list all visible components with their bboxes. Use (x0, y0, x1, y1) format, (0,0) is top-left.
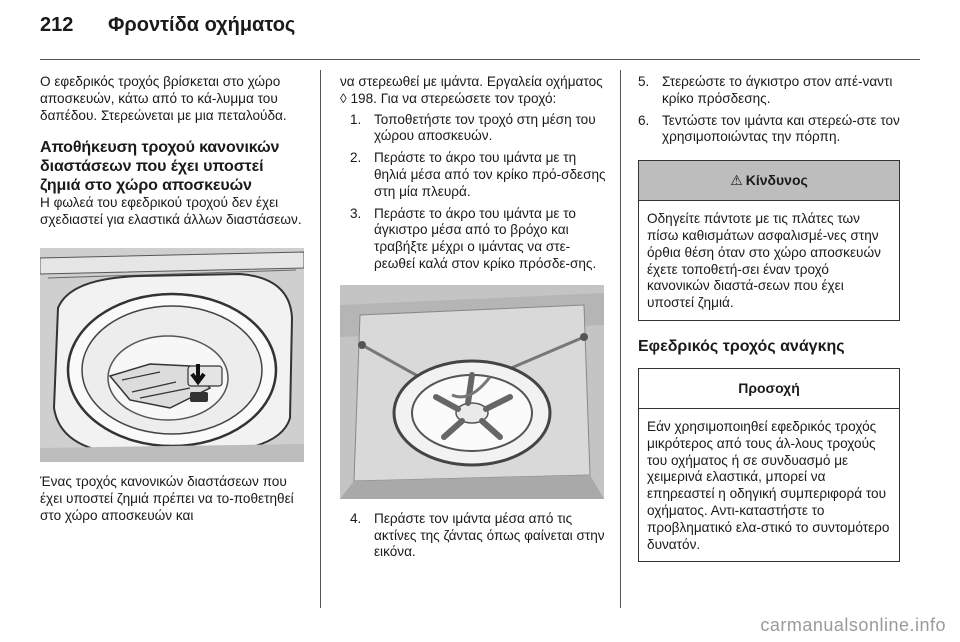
list-item: 2. Περάστε το άκρο του ιμάντα με τη θηλιά μέσα από τον κρίκο πρό-σδεσης στη μία πλευρά. (350, 150, 606, 199)
list-item: 1. Τοποθετήστε τον τροχό στη μέση του χώρου αποσκευών. (350, 111, 596, 144)
column-divider-1 (320, 70, 321, 608)
danger-box (638, 160, 900, 321)
page-header (40, 14, 295, 48)
warning-triangle-icon: ⚠ (730, 172, 743, 189)
storage-paragraph: Η φωλεά του εφεδρικού τροχού δεν έχει σχεδιαστεί για ελαστικά άλλων διαστάσεων. (40, 195, 302, 228)
watermark: carmanualsonline.info (760, 615, 946, 635)
section-heading-emergency-wheel: Εφεδρικός τροχός ανάγκης (638, 337, 845, 355)
list-item: 6. Τεντώστε τον ιμάντα και στερεώ-στε τον χρησιμοποιώντας την πόρπη. (638, 112, 900, 145)
spare-wheel-well-illustration (40, 248, 304, 462)
list-item: 3. Περάστε το άκρο του ιμάντα με το άγκιστρο μέσα από το βρόχο και τραβήξτε μέχρι ο ιμάντας να στε-ρεωθεί καλά στον κρίκο πρόσδε-σης. (350, 205, 597, 271)
steps-list-4 (350, 511, 606, 561)
column-divider-2 (620, 70, 621, 608)
column-3 (638, 74, 900, 562)
column-1 (40, 74, 302, 524)
continuation-paragraph: να στερεωθεί με ιμάντα. Εργαλεία οχήματος ◊ 198. Για να στερεώσετε τον τροχό: (340, 74, 603, 106)
caution-box (638, 368, 900, 562)
strapped-wheel-illustration (340, 285, 604, 499)
header-divider (40, 59, 920, 60)
page-title: Φροντίδα οχήματος (108, 14, 296, 36)
steps-list-1-3 (350, 112, 606, 273)
danger-box-title: ⚠ Κίνδυνος (639, 161, 899, 201)
steps-list-5-6 (638, 74, 900, 146)
intro-paragraph: Ο εφεδρικός τροχός βρίσκεται στο χώρο αποσκευών, κάτω από το κά-λυμμα του δαπέδου. Στερεώνεται με μια πεταλούδα. (40, 74, 287, 123)
caution-box-title: Προσοχή (639, 369, 899, 409)
list-item: 4. Περάστε τον ιμάντα μέσα από τις ακτίνες της ζάντας όπως φαίνεται στην εικόνα. (350, 510, 605, 560)
section-heading-storage: Αποθήκευση τροχού κανονικών διαστάσεων που έχει υποστεί ζημιά στο χώρο αποσκευών (40, 139, 280, 195)
column-2 (340, 74, 606, 566)
danger-box-body: Οδηγείτε πάντοτε με τις πλάτες των πίσω καθισμάτων ασφαλισμέ-νες στην όρθια θέση όταν στο χώρο αποσκευών έχετε τοποθετή-σει έναν τροχό κανονικών διαστά-σεων που έχει υποστεί ζημιά. (647, 211, 881, 311)
list-item: 5. Στερεώστε το άγκιστρο στον απέ-ναντι κρίκο πρόσδεσης. (638, 74, 893, 106)
figure-caption: Ένας τροχός κανονικών διαστάσεων που έχει υποστεί ζημιά πρέπει να το-ποθετηθεί στο χώρο αποσκευών και (40, 473, 294, 523)
caution-box-body: Εάν χρησιμοποιηθεί εφεδρικός τροχός μικρότερος από τους άλ-λους τροχούς του οχήματος ή σε συνδυασμό με χειμερινά ελαστικά, μπορεί να επηρεαστεί η οδηγική συμπεριφορά του οχήματος. Αντι-καταστήστε το προβληματικό ελα-στικό το συντομότερο δυνατόν. (647, 418, 890, 552)
page-number: 212 (40, 14, 74, 36)
